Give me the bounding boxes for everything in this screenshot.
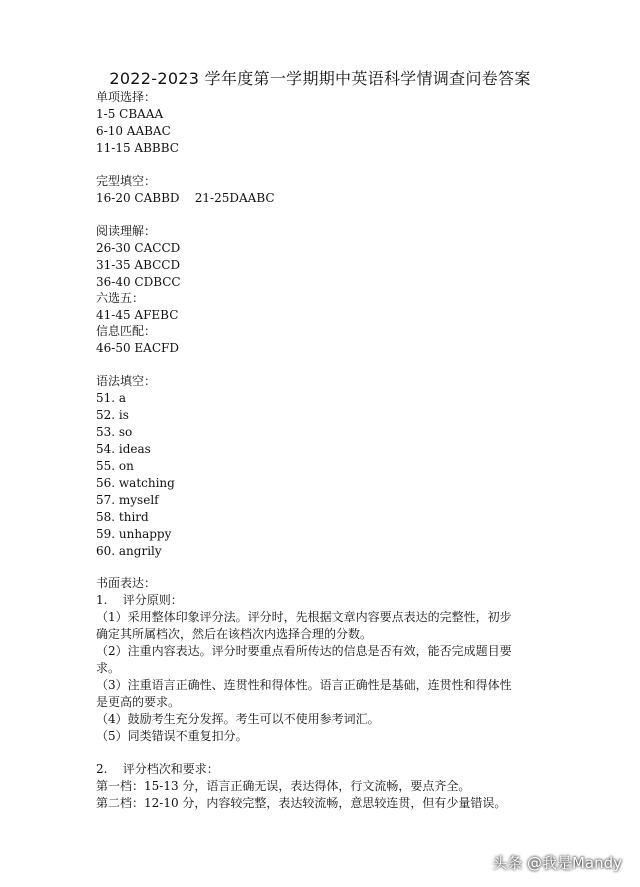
answer-line: 1-5 CBAAA: [96, 107, 164, 121]
matching-heading: 信息匹配：: [96, 324, 157, 338]
writing-heading: 书面表达：: [96, 576, 157, 590]
level-line: 第二档：12-10 分，内容较完整，表达较流畅，意思较连贯，但有少量错误。: [96, 796, 507, 810]
answer-line: 51. a: [96, 391, 127, 405]
answer-line: 36-40 CDBCC: [96, 275, 181, 289]
cloze-heading: 完型填空：: [96, 174, 157, 188]
answer-line: 11-15 ABBBC: [96, 141, 179, 155]
answer-line: 26-30 CACCD: [96, 241, 181, 255]
level-line: 第一档：15-13 分，语言正确无误，表达得体，行文流畅，要点齐全。: [96, 779, 471, 793]
single-choice-heading: 单项选择：: [96, 90, 157, 104]
answer-line: 60. angrily: [96, 544, 162, 558]
grammar-heading: 语法填空：: [96, 374, 157, 388]
principles-heading: 1. 评分原则：: [96, 593, 183, 607]
principle-line: 确定其所属档次，然后在该档次内选择合理的分数。: [96, 627, 373, 641]
principle-line: 是更高的要求。: [96, 695, 181, 709]
principle-line: （1）采用整体印象评分法。评分时，先根据文章内容要点表达的完整性，初步: [96, 610, 512, 624]
seven-choice-heading: 六选五：: [96, 291, 145, 305]
principle-line: （2）注重内容表达。评分时要重点看所传达的信息是否有效，能否完成题目要: [96, 644, 512, 658]
principle-line: （5）同类错误不重复扣分。: [96, 729, 248, 743]
reading-heading: 阅读理解：: [96, 224, 157, 238]
answer-line: 41-45 AFEBC: [96, 308, 179, 322]
answer-line: 57. myself: [96, 493, 159, 507]
answer-line: 56. watching: [96, 476, 175, 490]
page-title: 2022-2023 学年度第一学期期中英语科学情调查问卷答案: [109, 69, 531, 88]
answer-line: 6-10 AABAC: [96, 124, 171, 138]
answer-line: 54. ideas: [96, 442, 151, 456]
watermark: 头条 @我是Mandy: [492, 854, 622, 872]
answer-line: 55. on: [96, 459, 134, 473]
answer-line: 31-35 ABCCD: [96, 258, 181, 272]
answer-line: 16-20 CABBD 21-25DAABC: [96, 191, 275, 205]
answer-line: 46-50 EACFD: [96, 341, 179, 355]
levels-heading: 2. 评分档次和要求：: [96, 762, 219, 776]
principle-line: （3）注重语言正确性、连贯性和得体性。语言正确性是基础，连贯性和得体性: [96, 678, 512, 692]
principle-line: 求。: [96, 661, 121, 675]
answer-line: 53. so: [96, 425, 133, 439]
principle-line: （4）鼓励考生充分发挥。考生可以不使用参考词汇。: [96, 712, 380, 726]
answer-line: 59. unhappy: [96, 527, 172, 541]
answer-line: 58. third: [96, 510, 149, 524]
answer-line: 52. is: [96, 408, 129, 422]
